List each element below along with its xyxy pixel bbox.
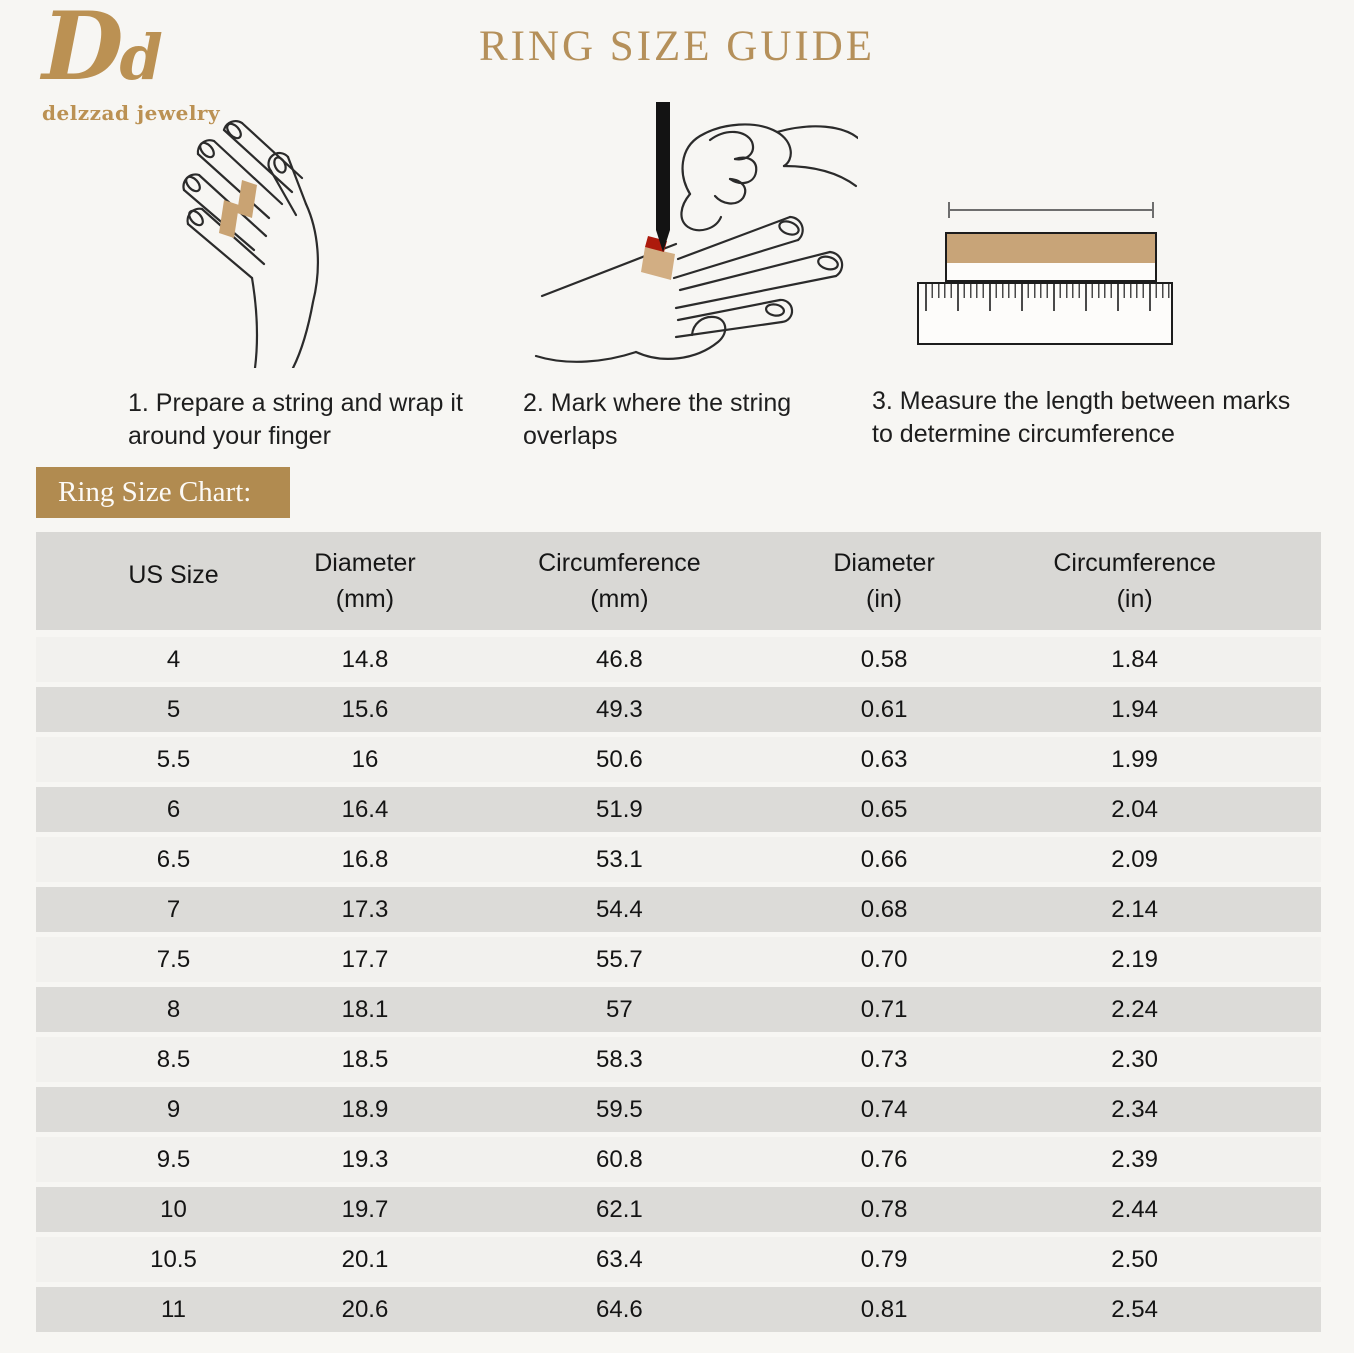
table-cell: 2.54	[1111, 1295, 1158, 1323]
column-header-unit: (mm)	[335, 584, 395, 613]
table-cell: 0.76	[860, 1145, 908, 1173]
table-cell: 62.1	[596, 1195, 643, 1223]
hand-with-string-illustration	[172, 118, 342, 368]
table-cell: 6.5	[156, 845, 191, 873]
page-title: RING SIZE GUIDE	[478, 23, 876, 70]
table-cell: 16.4	[341, 795, 389, 823]
table-cell: 0.58	[860, 645, 908, 673]
table-row	[36, 637, 1321, 682]
table-cell: 10.5	[150, 1245, 197, 1273]
table-cell: 51.9	[596, 795, 643, 823]
table-cell: 16.8	[341, 845, 389, 873]
table-row	[36, 837, 1321, 882]
table-cell: 10	[160, 1195, 187, 1223]
table-cell: 2.39	[1111, 1145, 1158, 1173]
table-cell: 17.3	[341, 895, 389, 923]
column-header-circumference-in	[1053, 548, 1216, 613]
table-cell: 17.7	[341, 945, 389, 973]
table-row	[36, 1237, 1321, 1282]
table-cell: 15.6	[341, 695, 389, 723]
table-cell: 1.99	[1111, 745, 1158, 773]
table-cell: 0.63	[860, 745, 908, 773]
column-header-unit: (mm)	[590, 584, 649, 613]
table-row	[36, 1137, 1321, 1182]
table-cell: 4	[166, 645, 181, 673]
table-row	[36, 1087, 1321, 1132]
table-cell: 63.4	[596, 1245, 643, 1273]
table-cell: 59.5	[596, 1095, 643, 1123]
table-cell: 2.34	[1111, 1095, 1158, 1123]
string-strip-icon	[945, 232, 1157, 282]
table-cell: 9	[166, 1095, 181, 1123]
column-header-label: US Size	[128, 561, 219, 589]
table-cell: 8.5	[156, 1045, 191, 1073]
table-cell: 5.5	[156, 745, 191, 773]
table-cell: 2.19	[1111, 945, 1158, 973]
table-cell: 2.50	[1111, 1245, 1158, 1273]
table-row	[36, 937, 1321, 982]
column-header-unit: (in)	[1116, 584, 1153, 613]
table-row	[36, 737, 1321, 782]
table-cell: 19.7	[341, 1195, 389, 1223]
step-2-caption: 2. Mark where the string overlaps	[523, 389, 792, 450]
table-cell: 2.44	[1111, 1195, 1158, 1223]
table-cell: 54.4	[596, 895, 643, 923]
table-cell: 14.8	[341, 645, 389, 673]
table-cell: 18.9	[341, 1095, 389, 1123]
table-cell: 1.94	[1111, 695, 1158, 723]
column-header-label: Diameter	[833, 548, 935, 577]
table-cell: 2.30	[1111, 1045, 1158, 1073]
table-cell: 50.6	[596, 745, 643, 773]
table-row	[36, 887, 1321, 932]
step-1-caption: 1. Prepare a string and wrap it around your finger	[128, 389, 463, 450]
table-cell: 18.5	[341, 1045, 389, 1073]
table-row	[36, 1037, 1321, 1082]
table-cell: 0.65	[860, 795, 908, 823]
table-cell: 0.81	[860, 1295, 908, 1323]
table-cell: 2.09	[1111, 845, 1158, 873]
table-cell: 46.8	[596, 645, 643, 673]
column-header-diameter-in	[833, 548, 935, 613]
table-body	[36, 637, 1321, 1332]
table-cell: 64.6	[596, 1295, 643, 1323]
hand-outline-icon	[172, 118, 342, 368]
table-cell: 53.1	[596, 845, 643, 873]
chart-label: Ring Size Chart:	[36, 467, 290, 518]
table-cell: 0.71	[860, 995, 908, 1023]
table-row	[36, 687, 1321, 732]
table-cell: 20.1	[341, 1245, 389, 1273]
ruler-icon	[917, 282, 1173, 345]
table-row	[36, 787, 1321, 832]
size-table	[36, 532, 1321, 1337]
column-header-label: Circumference	[1053, 548, 1216, 577]
string-strip-fill	[947, 234, 1155, 263]
column-header-us-size	[128, 563, 218, 599]
table-cell: 8	[166, 995, 181, 1023]
table-cell: 0.79	[860, 1245, 908, 1273]
column-header-label: Diameter	[314, 548, 416, 577]
measurement-line-icon	[948, 202, 1154, 218]
table-cell: 0.70	[860, 945, 908, 973]
table-cell: 1.84	[1111, 645, 1158, 673]
table-cell: 5	[166, 695, 181, 723]
step-3-caption: 3. Measure the length between marks to determine circumference	[872, 387, 1291, 448]
table-cell: 2.24	[1111, 995, 1158, 1023]
table-cell: 19.3	[341, 1145, 389, 1173]
column-header-diameter-mm	[314, 548, 416, 613]
table-row	[36, 987, 1321, 1032]
column-header-label: Circumference	[538, 548, 701, 577]
table-cell: 11	[161, 1295, 186, 1323]
table-row	[36, 1287, 1321, 1332]
table-header-row	[36, 532, 1321, 630]
table-cell: 49.3	[596, 695, 643, 723]
table-cell: 60.8	[596, 1145, 643, 1173]
table-cell: 0.68	[860, 895, 908, 923]
table-cell: 2.14	[1111, 895, 1158, 923]
column-header-unit: (in)	[866, 584, 903, 613]
pen-marking-icon	[528, 98, 858, 370]
table-cell: 20.6	[341, 1295, 389, 1323]
table-cell: 7.5	[156, 945, 191, 973]
table-cell: 2.04	[1111, 795, 1158, 823]
table-cell: 0.66	[860, 845, 908, 873]
brand-name: delzzad jewelry	[42, 101, 221, 125]
table-cell: 9.5	[156, 1145, 191, 1173]
table-cell: 57	[606, 995, 633, 1023]
brand-monogram-icon: Dd	[42, 0, 159, 102]
table-cell: 0.73	[860, 1045, 908, 1073]
table-cell: 55.7	[596, 945, 643, 973]
table-cell: 16	[351, 745, 379, 773]
table-row	[36, 1187, 1321, 1232]
table-cell: 0.61	[860, 695, 908, 723]
mark-string-illustration	[528, 98, 858, 370]
column-header-circumference-mm	[538, 548, 701, 613]
table-cell: 7	[166, 895, 181, 923]
table-cell: 58.3	[596, 1045, 643, 1073]
table-cell: 0.78	[860, 1195, 908, 1223]
table-cell: 0.74	[860, 1095, 908, 1123]
table-cell: 18.1	[341, 995, 389, 1023]
ruler-illustration	[908, 190, 1180, 352]
table-cell: 6	[166, 795, 181, 823]
